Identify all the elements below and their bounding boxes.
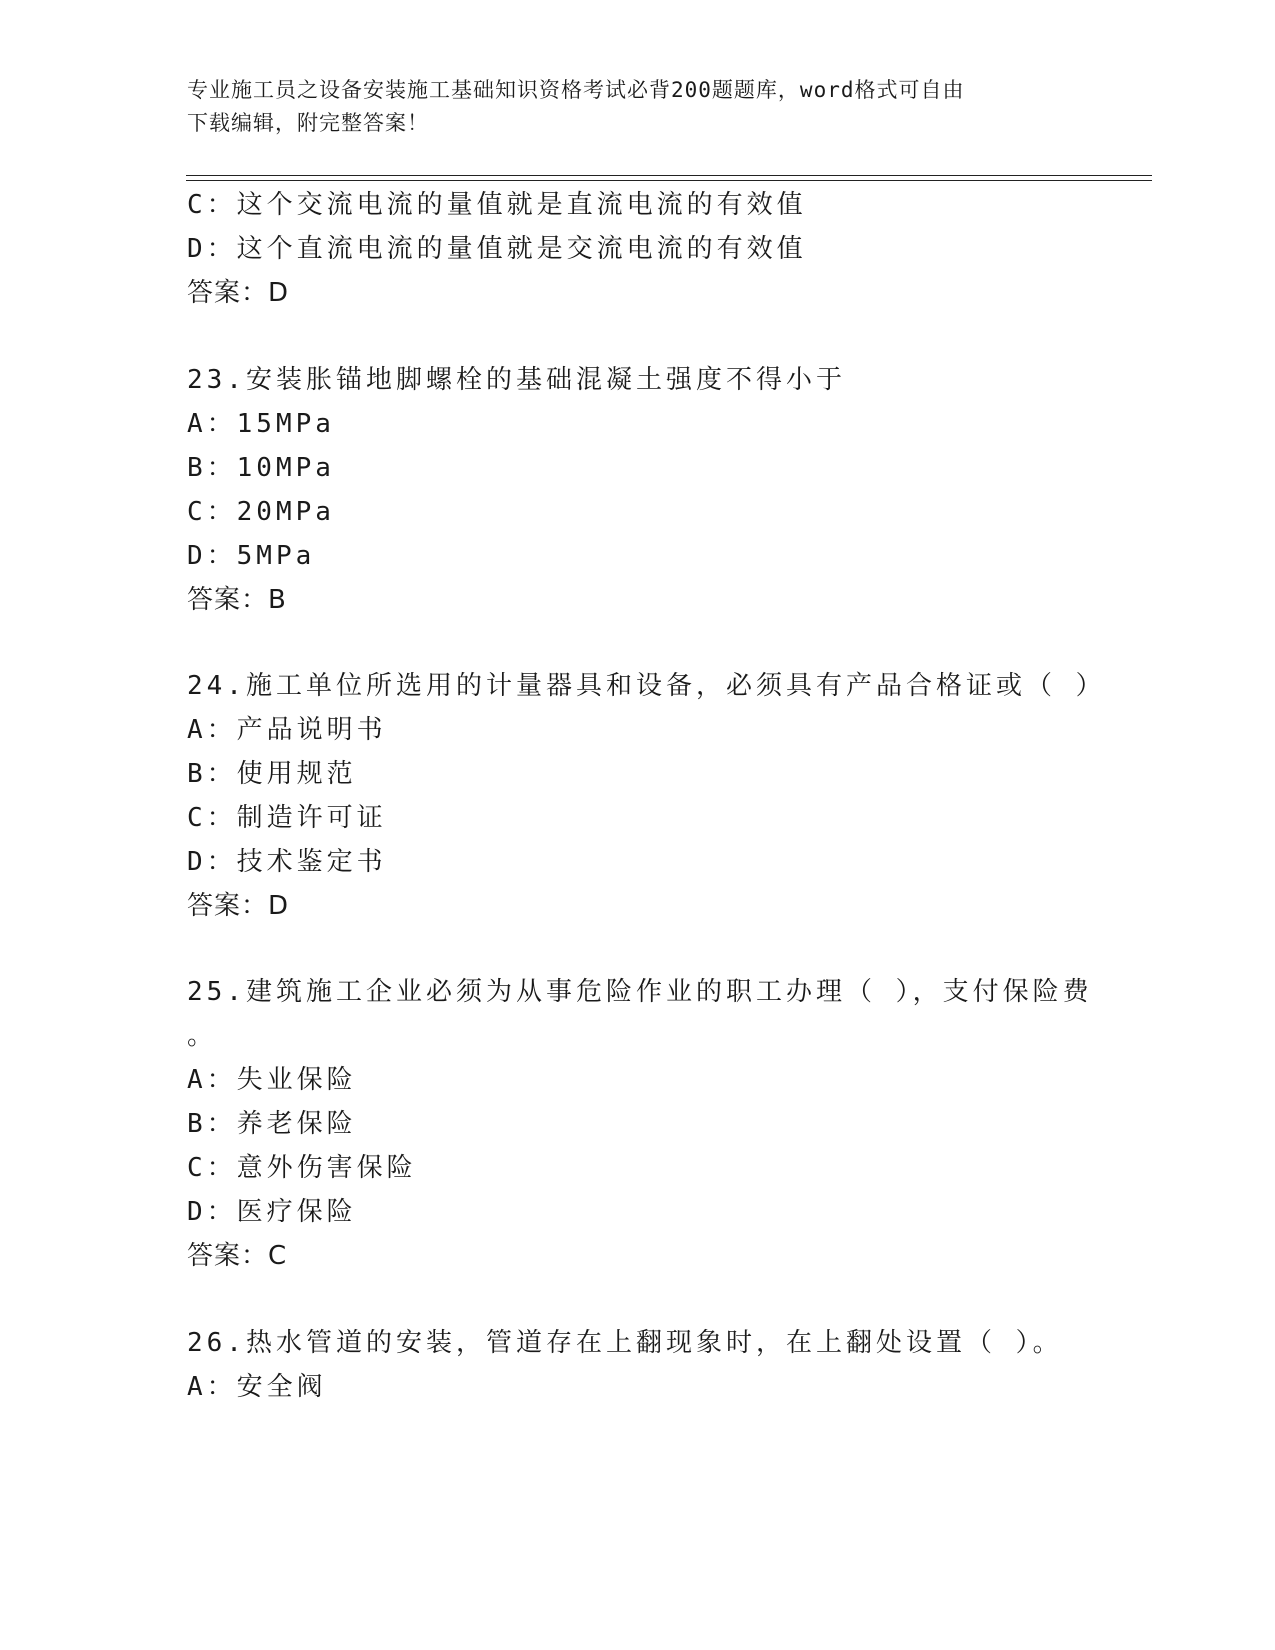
header-divider-top [186,175,1152,176]
option-b: B：养老保险 [187,1109,357,1139]
option-b: B：使用规范 [187,759,357,789]
header-title-line-2: 下载编辑，附完整答案！ [187,111,429,135]
option-c: C：这个交流电流的量值就是直流电流的有效值 [187,190,807,220]
question-stem: 26.热水管道的安装，管道存在上翻现象时，在上翻处设置（ ）。 [187,1328,1063,1358]
option-b: B：10MPa [187,453,335,483]
header-divider-bottom [186,180,1152,181]
question-stem-continuation: 。 [187,1021,218,1051]
question-stem: 25.建筑施工企业必须为从事危险作业的职工办理（ ），支付保险费 [187,977,1093,1007]
question-stem: 24.施工单位所选用的计量器具和设备，必须具有产品合格证或（ ） [187,671,1106,701]
option-c: C：20MPa [187,497,335,527]
answer-line: 答案：B [187,585,287,615]
option-a: A：失业保险 [187,1065,357,1095]
option-d: D：这个直流电流的量值就是交流电流的有效值 [187,234,807,264]
option-c: C：意外伤害保险 [187,1153,417,1183]
option-d: D：医疗保险 [187,1197,357,1227]
option-d: D：技术鉴定书 [187,847,387,877]
header-title-line-1: 专业施工员之设备安装施工基础知识资格考试必背200题题库，word格式可自由 [187,78,965,102]
option-d: D：5MPa [187,541,316,571]
option-a: A：安全阀 [187,1372,327,1402]
document-header [187,74,1067,140]
answer-line: 答案：D [187,891,290,921]
option-c: C：制造许可证 [187,803,387,833]
option-a: A：15MPa [187,409,335,439]
answer-line: 答案：C [187,1241,288,1271]
answer-line: 答案：D [187,278,290,308]
option-a: A：产品说明书 [187,715,387,745]
question-stem: 23.安装胀锚地脚螺栓的基础混凝土强度不得小于 [187,365,846,395]
